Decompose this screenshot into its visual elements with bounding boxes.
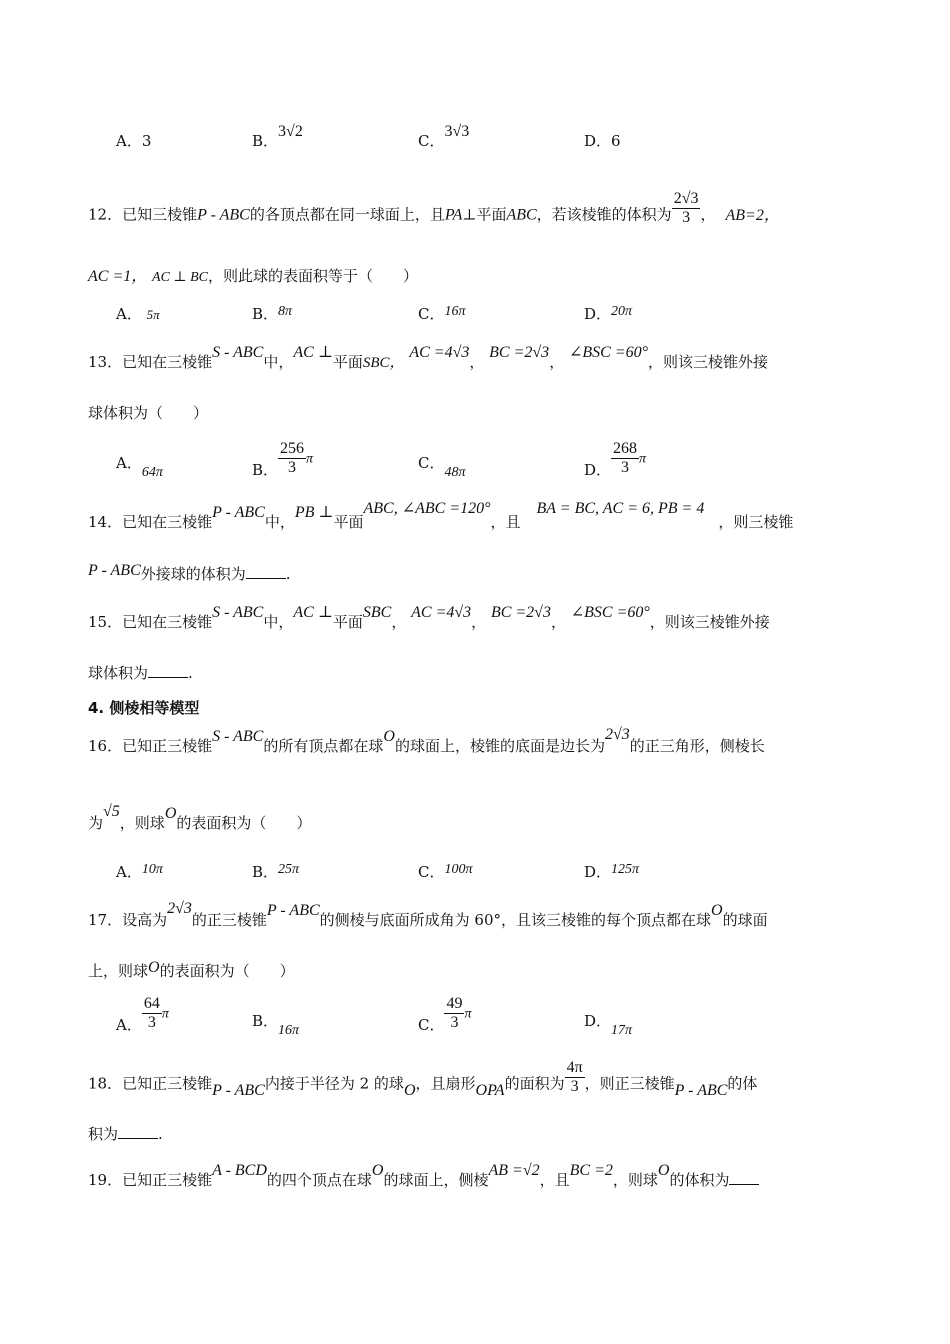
q12-text3: ，若该棱锥的体积为 xyxy=(536,205,672,224)
q18-pabc-2: P - ABC xyxy=(674,1081,728,1099)
q12-pabc: P - ABC xyxy=(197,206,250,224)
q13-sbc: SBC， xyxy=(362,355,405,371)
q15-bc-value: BC =2√3 xyxy=(490,604,551,621)
q15-line1: 15．已知在三棱锥S - ABC中，AC ⊥平面SBC， AC =4√3， BC =2√3， ∠BSC =60°，则该三棱锥外接 xyxy=(88,604,770,631)
q13-option-b-label: B． xyxy=(252,460,279,479)
q16-option-d xyxy=(584,861,639,882)
q16-line1 xyxy=(88,726,765,757)
q13-option-a xyxy=(116,452,163,480)
q12-ac: AC =1， xyxy=(88,268,148,285)
q15-text4: . xyxy=(188,664,193,682)
q19-answer-blank[interactable] xyxy=(729,1170,759,1185)
q18-text1: 内接于半径为 2 的球 xyxy=(264,1074,404,1093)
q15-answer-blank[interactable] xyxy=(148,663,188,678)
q12-option-a xyxy=(116,303,160,324)
section-heading: 4. 侧棱相等模型 xyxy=(88,699,200,717)
q12-option-d-label: D． xyxy=(584,305,612,323)
q16-number: 16．已知正三棱锥 xyxy=(88,737,213,755)
q12-option-a-value: 5π xyxy=(146,307,160,322)
q17-option-b xyxy=(252,1010,300,1038)
q17-text3: 的球面 xyxy=(722,911,768,929)
q11-option-b xyxy=(252,123,303,151)
q17-o-2: O xyxy=(148,959,160,976)
q13-sabc: S - ABC xyxy=(212,344,264,361)
q15-ac-value: AC =4√3 xyxy=(411,604,472,621)
q15-line2 xyxy=(88,663,193,683)
q13-text3: ，则该三棱锥外接 xyxy=(648,353,769,371)
q13-option-b xyxy=(252,440,313,477)
q13-option-d-fraction xyxy=(611,440,639,477)
q14-text3: ，且 xyxy=(490,513,521,531)
q12-option-b-value: 8π xyxy=(278,304,293,319)
q17-line2-text-a: 上，则球 xyxy=(88,962,149,980)
q17-option-d-label: D． xyxy=(584,1012,612,1030)
q12-abc: ABC xyxy=(506,206,537,224)
q17-option-c xyxy=(418,995,472,1032)
q14-text6: . xyxy=(285,565,291,583)
q19-number: 19．已知正三棱锥 xyxy=(88,1171,213,1189)
q13-option-c-label: C． xyxy=(418,454,445,472)
q16-sqrt5: √5 xyxy=(103,803,120,820)
q15-angle: ∠BSC =60° xyxy=(570,604,650,621)
q16-o: O xyxy=(383,728,395,745)
q17-option-a-fraction xyxy=(142,995,162,1032)
q13-number: 13．已知在三棱锥 xyxy=(88,353,213,371)
q19-o-2: O xyxy=(657,1162,670,1179)
q18-opa: OPA xyxy=(475,1081,505,1099)
q17-option-c-num: 49 xyxy=(446,995,463,1012)
q12-ab: AB=2， xyxy=(725,206,780,224)
q16-option-d-label: D． xyxy=(584,863,612,881)
q12-option-c-label: C． xyxy=(418,305,445,323)
q16-text2: 的球面上，棱锥的底面是边长为 xyxy=(394,737,605,755)
q17-option-c-den: 3 xyxy=(450,1014,459,1031)
q13-option-b-pi: π xyxy=(306,451,314,467)
q14-text1: 中， xyxy=(264,513,295,531)
q17-option-c-pi: π xyxy=(464,1006,472,1022)
q11-option-d: D．6 xyxy=(584,132,621,150)
q16-option-b-label: B． xyxy=(252,863,279,881)
q15-sabc: S - ABC xyxy=(212,604,264,621)
q14-line1 xyxy=(88,500,794,533)
q17-text1: 的正三棱锥 xyxy=(191,911,267,929)
q13-option-d-num: 268 xyxy=(613,440,638,457)
q16-option-d-value: 125π xyxy=(611,862,640,877)
q11-option-c-value: 3√3 xyxy=(444,123,470,140)
q19-text3: ，且 xyxy=(539,1171,570,1189)
q13-option-a-label: A． xyxy=(116,454,142,472)
q14-condition: ABC, ∠ABC =120° xyxy=(363,500,491,517)
q14-text2: 平面 xyxy=(333,513,364,531)
q17-option-a-pi: π xyxy=(161,1006,169,1022)
q15-text2: 平面 xyxy=(332,613,363,631)
q17-line1 xyxy=(88,900,768,931)
q14-answer-blank[interactable] xyxy=(246,564,286,579)
q12-acbc: AC ⊥ BC xyxy=(152,270,208,285)
q15-text1: 中， xyxy=(263,613,294,631)
q16-option-a xyxy=(116,861,163,882)
q12-option-b xyxy=(252,303,292,324)
q16-text3: 的正三角形，侧棱长 xyxy=(629,737,765,755)
q17-option-a-den: 3 xyxy=(147,1014,156,1031)
q12-option-c xyxy=(418,303,466,324)
q18-line2-text: 积为 xyxy=(88,1125,119,1143)
q12-line2 xyxy=(88,266,418,288)
q17-height: 2√3 xyxy=(167,900,192,917)
q19-o: O xyxy=(371,1162,384,1179)
q16-text4: ，则球 xyxy=(119,814,165,832)
q13-line1: 13．已知在三棱锥S - ABC中，AC ⊥平面SBC， AC =4√3， BC =2√3， ∠BSC =60°，则该三棱锥外接 xyxy=(88,344,769,371)
q12-line1 xyxy=(88,190,780,227)
q16-option-b-value: 25π xyxy=(278,862,300,877)
q19-ab: AB =√2 xyxy=(488,1162,540,1179)
q18-line2 xyxy=(88,1124,163,1144)
q14-pabc-2: P - ABC xyxy=(88,562,141,579)
q14-line2 xyxy=(88,564,291,585)
q15-number: 15．已知在三棱锥 xyxy=(88,613,213,631)
q15-text3: ，则该三棱锥外接 xyxy=(649,613,770,631)
q19-abcd: A - BCD xyxy=(212,1162,267,1179)
q16-line2 xyxy=(88,803,312,834)
q13-option-c xyxy=(418,452,466,480)
q11-option-c xyxy=(418,123,470,151)
q13-option-d-den: 3 xyxy=(621,459,630,476)
q18-area-num: 4π xyxy=(566,1059,583,1076)
q19-text5: 的体积为 xyxy=(669,1171,730,1189)
q11-option-c-label: C． xyxy=(418,132,445,150)
q18-area-den: 3 xyxy=(570,1078,579,1095)
q17-option-c-label: C． xyxy=(418,1015,445,1034)
q17-option-a-label: A． xyxy=(116,1015,142,1034)
q14-number: 14．已知在三棱锥 xyxy=(88,513,213,531)
q17-option-b-value: 16π xyxy=(278,1023,300,1038)
q13-option-d-pi: π xyxy=(639,451,647,467)
q12-text2: ⊥平面 xyxy=(462,205,507,224)
q13-angle: ∠BSC =60° xyxy=(568,344,649,361)
q19-text1: 的四个顶点在球 xyxy=(266,1171,372,1189)
q18-text6: . xyxy=(158,1125,163,1143)
q14-text5: 外接球的体积为 xyxy=(140,565,246,583)
q18-text2: ，且扇形 xyxy=(415,1074,476,1093)
q13-text1: 中， xyxy=(263,353,294,371)
q16-option-a-label: A． xyxy=(116,863,142,881)
q13-option-b-num: 256 xyxy=(280,440,305,457)
q12-option-d-value: 20π xyxy=(611,304,633,319)
q19-line1 xyxy=(88,1162,759,1191)
q17-option-c-fraction xyxy=(444,995,464,1032)
q16-side: 2√3 xyxy=(604,726,630,743)
q14-text4: ，则三棱锥 xyxy=(718,513,794,531)
q11-option-b-value: 3√2 xyxy=(278,123,303,140)
q17-option-d xyxy=(584,1010,633,1038)
q17-o: O xyxy=(711,902,723,919)
q18-text3: 的面积为 xyxy=(504,1074,565,1093)
q18-area-fraction xyxy=(565,1059,585,1096)
q13-option-d-label: D． xyxy=(584,460,612,479)
q12-text1: 的各顶点都在同一球面上，且 xyxy=(249,205,445,224)
q18-answer-blank[interactable] xyxy=(118,1124,158,1139)
q12-volume-num: 2√3 xyxy=(673,190,699,207)
q18-text4: ，则正三棱锥 xyxy=(584,1074,675,1093)
q18-number: 18．已知正三棱锥 xyxy=(88,1074,213,1093)
q12-volume-den: 3 xyxy=(682,209,691,226)
q13-option-b-den: 3 xyxy=(288,459,297,476)
q12-number: 12．已知三棱锥 xyxy=(88,205,198,224)
q14-pabc: P - ABC xyxy=(212,504,265,521)
q14-pb: PB ⊥ xyxy=(294,504,334,521)
q17-pabc: P - ABC xyxy=(266,902,320,919)
q12-option-d xyxy=(584,303,632,324)
q12-text4: ， xyxy=(700,205,716,224)
q16-option-c-value: 100π xyxy=(444,862,473,877)
q16-option-c-label: C． xyxy=(418,863,445,881)
q16-option-c xyxy=(418,861,473,882)
q16-option-a-value: 10π xyxy=(141,862,163,877)
q16-option-b xyxy=(252,861,299,882)
q17-number: 17．设高为 xyxy=(88,911,168,929)
q15-sbc: SBC xyxy=(362,604,392,621)
q17-line2-text-b: 的表面积为（ ） xyxy=(159,962,295,980)
q18-o: O xyxy=(403,1081,416,1099)
q13-line2: 球体积为（ ） xyxy=(88,404,209,422)
q17-option-b-label: B． xyxy=(252,1012,279,1030)
q16-text1: 的所有顶点都在球 xyxy=(263,737,384,755)
q15-text-line2: 球体积为 xyxy=(88,664,149,682)
q17-line2 xyxy=(88,961,295,982)
q13-option-b-fraction xyxy=(278,440,306,477)
q15-ac: AC ⊥ xyxy=(293,604,333,621)
q19-text4: ，则球 xyxy=(612,1171,658,1189)
q17-option-d-value: 17π xyxy=(611,1023,633,1038)
q18-text5: 的体 xyxy=(727,1074,758,1093)
q13-ac: AC ⊥ xyxy=(293,344,333,361)
q19-text2: 的球面上，侧棱 xyxy=(383,1171,489,1189)
q13-ac-value: AC =4√3 xyxy=(409,344,470,361)
q11-option-a: A．3 xyxy=(116,132,152,150)
q13-option-d xyxy=(584,440,646,477)
q18-pabc: P - ABC xyxy=(212,1081,265,1099)
q12-option-c-value: 16π xyxy=(444,304,466,319)
q13-option-a-value: 64π xyxy=(141,465,163,480)
q16-sabc: S - ABC xyxy=(212,728,264,745)
q16-o-2: O xyxy=(164,805,177,822)
q12-volume-fraction xyxy=(672,190,701,227)
q12-pa: PA xyxy=(444,206,463,224)
q13-option-c-value: 48π xyxy=(444,465,466,480)
q12-option-a-label: A． xyxy=(116,305,142,323)
q17-option-a xyxy=(116,995,169,1032)
q12-text5: ，则此球的表面积等于（ ） xyxy=(207,267,418,285)
q14-equalities: BA = BC, AC = 6, PB = 4 xyxy=(536,500,705,517)
q13-bc-value: BC =2√3 xyxy=(489,344,550,361)
q17-option-a-num: 64 xyxy=(143,995,160,1012)
q11-option-b-label: B． xyxy=(252,132,279,150)
q16-text5: 的表面积为（ ） xyxy=(176,814,312,832)
q17-text2: 的侧棱与底面所成角为 60°，且该三棱锥的每个顶点都在球 xyxy=(319,911,711,929)
q13-text2: 平面 xyxy=(332,353,363,371)
q12-option-b-label: B． xyxy=(252,305,279,323)
q19-bc: BC =2 xyxy=(569,1162,613,1179)
q16-w: 为 xyxy=(88,814,104,832)
